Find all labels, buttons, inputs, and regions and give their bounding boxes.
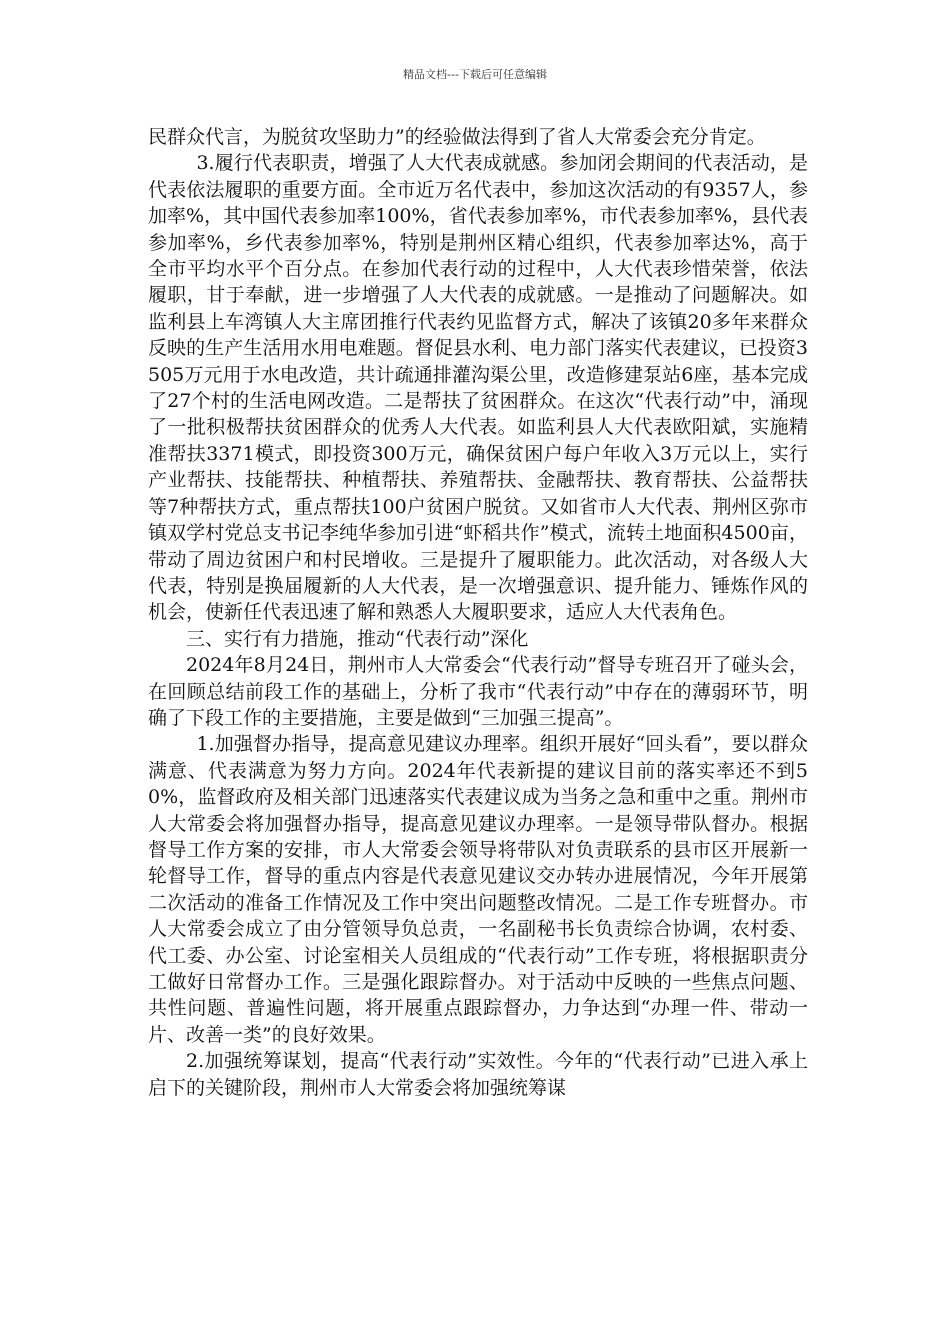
document-body bbox=[148, 124, 808, 1101]
paragraph: 民群众代言，为脱贫攻坚助力”的经验做法得到了省人大常委会充分肯定。 bbox=[148, 126, 766, 148]
section-heading: 三、实行有力措施，推动“代表行动”深化 bbox=[186, 627, 529, 650]
page-header: 精品文档---下载后可任意编辑 bbox=[403, 68, 547, 81]
paragraph: 2.加强统筹谋划，提高“代表行动”实效性。今年的“代表行动”已进入承上启下的关键阶段，荆州市人大常委会将加强统筹谋 bbox=[148, 1050, 808, 1099]
paragraph: 1.加强督办指导，提高意见建议办理率。组织开展好“回头看”，要以群众满意、代表满意为努力方向。2024年代表新提的建议目前的落实率还不到50%，监督政府及相关部门迅速落实代表建议成为当务之急和重中之重。荆州市人大常委会将加强督办指导，提高意见建议办理率。一是领导带队督办。根据督导工作方案的安排，市人大常委会领导将带队对负责联系的县市区开展新一轮督导工作，督导的重点内容是代表意见建议交办转办进展情况，今年开展第二次活动的准备工作情况及工作中突出问题整改情况。二是工作专班督办。市人大常委会成立了由分管领导负总责，一名副秘书长负责综合协调，农村委、代工委、办公室、讨论室相关人员组成的“代表行动”工作专班，将根据职责分工做好日常督办工作。三是强化跟踪督办。对于活动中反映的一些焦点问题、共性问题、普遍性问题，将开展重点跟踪督办，力争达到“办理一件、带动一片、改善一类”的良好效果。 bbox=[148, 733, 808, 1046]
paragraph: 3.履行代表职责，增强了人大代表成就感。参加闭会期间的代表活动，是代表依法履职的重要方面。全市近万名代表中，参加这次活动的有9357人，参加率%，其中国代表参加率100%，省代表参加率%，市代表参加率%，县代表参加率%，乡代表参加率%，特别是荆州区精心组织，代表参加率达%，高于全市平均水平个百分点。在参加代表行动的过程中，人大代表珍惜荣誉，依法履职，甘于奉献，进一步增强了人大代表的成就感。一是推动了问题解决。如监利县上车湾镇人大主席团推行代表约见监督方式，解决了该镇20多年来群众反映的生产生活用水用电难题。督促县水利、电力部门落实代表建议，已投资3505万元用于水电改造，共计疏通排灌沟渠公里，改造修建泵站6座，基本完成了27个村的生活电网改造。二是帮扶了贫困群众。在这次“代表行动”中，涌现了一批积极帮扶贫困群众的优秀人大代表。如监利县人大代表欧阳斌，实施精准帮扶3371模式，即投资300万元，确保贫困户每户年收入3万元以上，实行产业帮扶、技能帮扶、种植帮扶、养殖帮扶、金融帮扶、教育帮扶、公益帮扶等7种帮扶方式，重点帮扶100户贫困户脱贫。又如省市人大代表、荆州区弥市镇双学村党总支书记李纯华参加引进“虾稻共作”模式，流转土地面积4500亩，带动了周边贫困户和村民增收。三是提升了履职能力。此次活动，对各级人大代表，特别是换届履新的人大代表，是一次增强意识、提升能力、锤炼作风的机会，使新任代表迅速了解和熟悉人大履职要求，适应人大代表角色。 bbox=[148, 152, 808, 624]
paragraph: 2024年8月24日，荆州市人大常委会“代表行动”督导专班召开了碰头会，在回顾总结前段工作的基础上，分析了我市“代表行动”中存在的薄弱环节，明确了下段工作的主要措施，主要是做到“三加强三提高”。 bbox=[148, 654, 808, 729]
